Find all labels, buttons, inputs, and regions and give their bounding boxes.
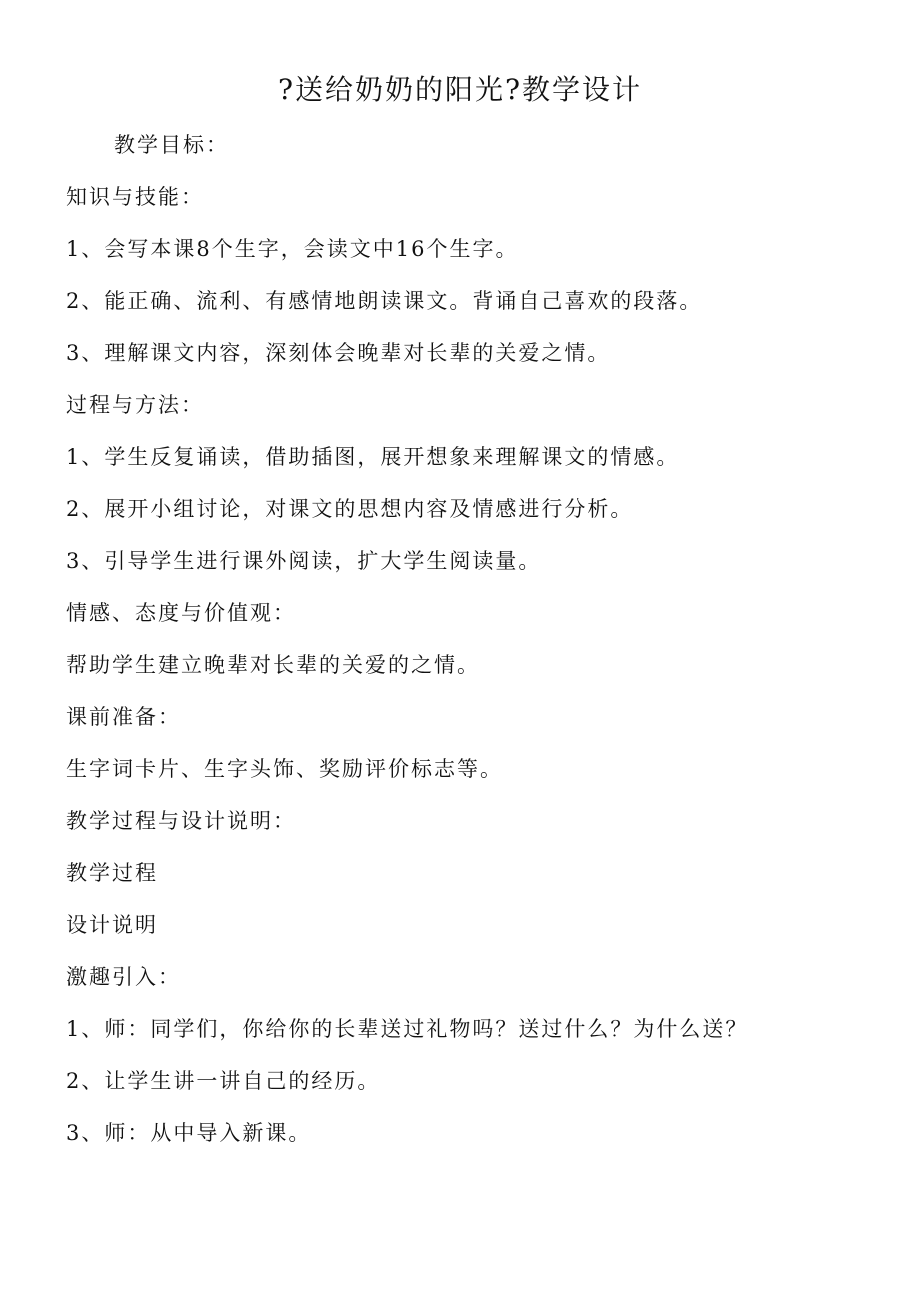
document-body xyxy=(66,122,866,1162)
list-item: 3、师：从中导入新课。 xyxy=(66,1121,312,1145)
list-item: 1、学生反复诵读，借助插图，展开想象来理解课文的情感。 xyxy=(66,445,680,469)
paragraph: 生字词卡片、生字头饰、奖励评价标志等。 xyxy=(66,757,503,781)
subheading-emotion-values: 情感、态度与价值观： xyxy=(66,601,296,625)
subheading-process-methods: 过程与方法： xyxy=(66,393,204,417)
column-label-design-notes: 设计说明 xyxy=(66,913,158,937)
list-item: 2、展开小组讨论，对课文的思想内容及情感进行分析。 xyxy=(66,497,634,521)
subheading-knowledge-skills: 知识与技能： xyxy=(66,185,204,209)
subheading-teaching-process-design: 教学过程与设计说明： xyxy=(66,809,296,833)
list-item: 2、让学生讲一讲自己的经历。 xyxy=(66,1069,381,1093)
paragraph: 帮助学生建立晚辈对长辈的关爱的之情。 xyxy=(66,653,480,677)
list-item: 3、引导学生进行课外阅读，扩大学生阅读量。 xyxy=(66,549,542,573)
column-label-teaching-process: 教学过程 xyxy=(66,861,158,885)
subheading-preparation: 课前准备： xyxy=(66,705,181,729)
list-item: 1、师：同学们，你给你的长辈送过礼物吗？送过什么？为什么送？ xyxy=(66,1017,749,1041)
list-item: 1、会写本课8个生字，会读文中16个生字。 xyxy=(66,237,519,261)
subheading-introduction: 激趣引入： xyxy=(66,965,181,989)
section-heading-teaching-goals: 教学目标： xyxy=(114,133,229,157)
list-item: 2、能正确、流利、有感情地朗读课文。背诵自己喜欢的段落。 xyxy=(66,289,703,313)
list-item: 3、理解课文内容，深刻体会晚辈对长辈的关爱之情。 xyxy=(66,341,611,365)
document-title: ?送给奶奶的阳光?教学设计 xyxy=(277,73,643,106)
